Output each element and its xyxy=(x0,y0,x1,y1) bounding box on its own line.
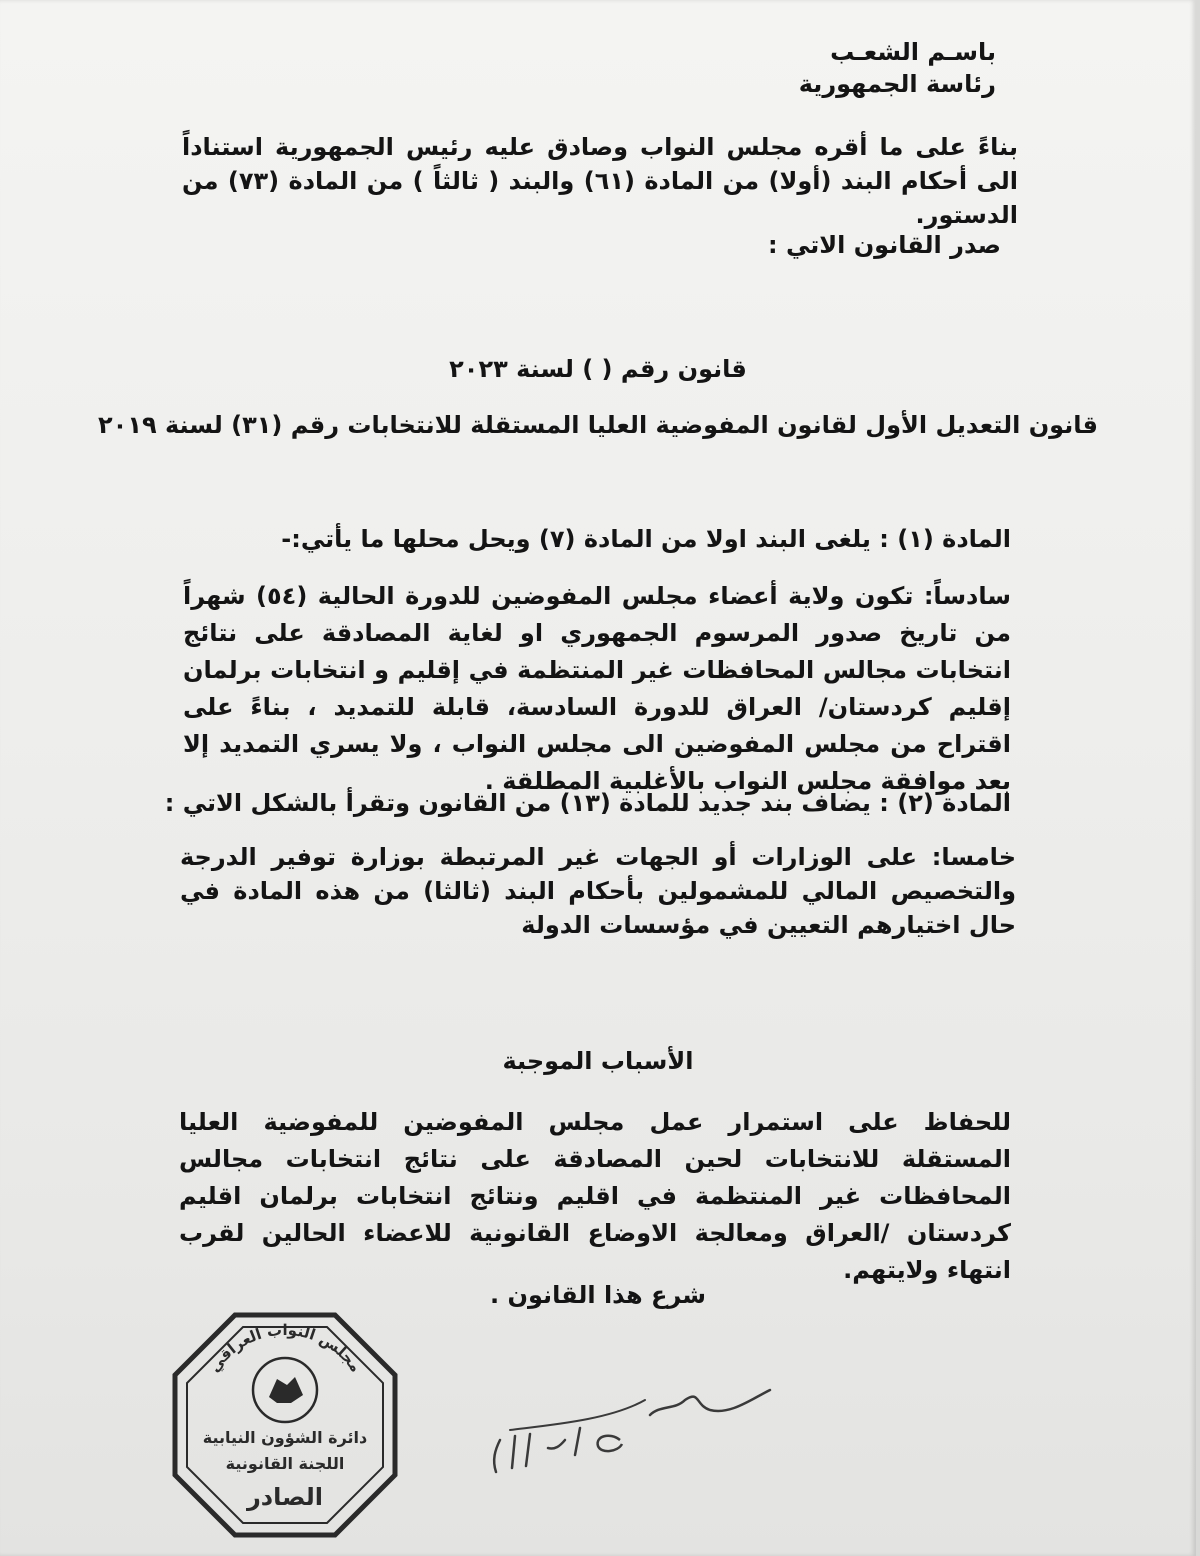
preamble-text: بناءً على ما أقره مجلس النواب وصادق عليه رئيس الجمهورية استناداً الى أحكام البند (أولا) من المادة (٦١) والبند ( ثالثاً ) من المادة (٧٣) من الدستور. xyxy=(182,133,1018,229)
article-2-body: خامسا: على الوزارات أو الجهات غير المرتبطة بوزارة توفير الدرجة والتخصيص المالي للمشمولين بأحكام البند (ثالثا) من هذه المادة في حال اختيارهم التعيين في مؤسسات الدولة xyxy=(180,843,1016,939)
issued-line: صدر القانون الاتي : xyxy=(768,231,1001,259)
reasons-body: للحفاظ على استمرار عمل مجلس المفوضين للمفوضية العليا المستقلة للانتخابات لحين المصادقة على نتائج انتخابات مجالس المحافظات غير المنتظمة في اقليم ونتائج انتخابات برلمان اقليم كردستان /العراق ومعالجة الاوضاع القانونية للاعضاء الحالين لقرب انتهاء ولايتهم. xyxy=(179,1108,1011,1284)
stamp-committee-text: اللجنة القانونية xyxy=(225,1454,345,1473)
stamp-dept-text: دائرة الشؤون النيابية xyxy=(202,1428,368,1447)
stamp-label-text: الصادر xyxy=(246,1483,324,1511)
article-1-heading: المادة (١) : يلغى البند اولا من المادة (٧) ويحل محلها ما يأتي:- xyxy=(281,525,1011,553)
handwritten-signature xyxy=(470,1370,790,1490)
stamp-map-icon xyxy=(269,1377,303,1403)
article-2-heading: المادة (٢) : يضاف بند جديد للمادة (١٣) من القانون وتقرأ بالشكل الاتي : xyxy=(164,789,1011,817)
header-line-people: باسـم الشعـب xyxy=(830,38,996,66)
law-number: قانون رقم ( ) لسنة ٢٠٢٣ xyxy=(449,355,747,383)
law-title: قانون التعديل الأول لقانون المفوضية العليا المستقلة للانتخابات رقم (٣١) لسنة ٢٠١٩ xyxy=(98,411,1098,439)
official-stamp xyxy=(165,1305,405,1545)
article-1-body: سادساً: تكون ولاية أعضاء مجلس المفوضين للدورة الحالية (٥٤) شهراً من تاريخ صدور المرسوم الجمهوري او لغاية المصادقة على نتائج انتخابات مجالس المحافظات غير المنتظمة في إقليم و انتخابات برلمان إقليم كردستان/ العراق للدورة السادسة، قابلة للتمديد ، بناءً على اقتراح من مجلس المفوضين الى مجلس النواب ، ولا يسري التمديد إلا بعد موافقة مجلس النواب بالأغلبية المطلقة . xyxy=(183,582,1011,795)
stamp-parliament-text: مجلس النواب العراقي xyxy=(205,1320,365,1376)
closing-line: شرع هذا القانون . xyxy=(490,1281,706,1309)
header-line-presidency: رئاسة الجمهورية xyxy=(798,70,996,98)
reasons-heading: الأسباب الموجبة xyxy=(502,1047,694,1075)
